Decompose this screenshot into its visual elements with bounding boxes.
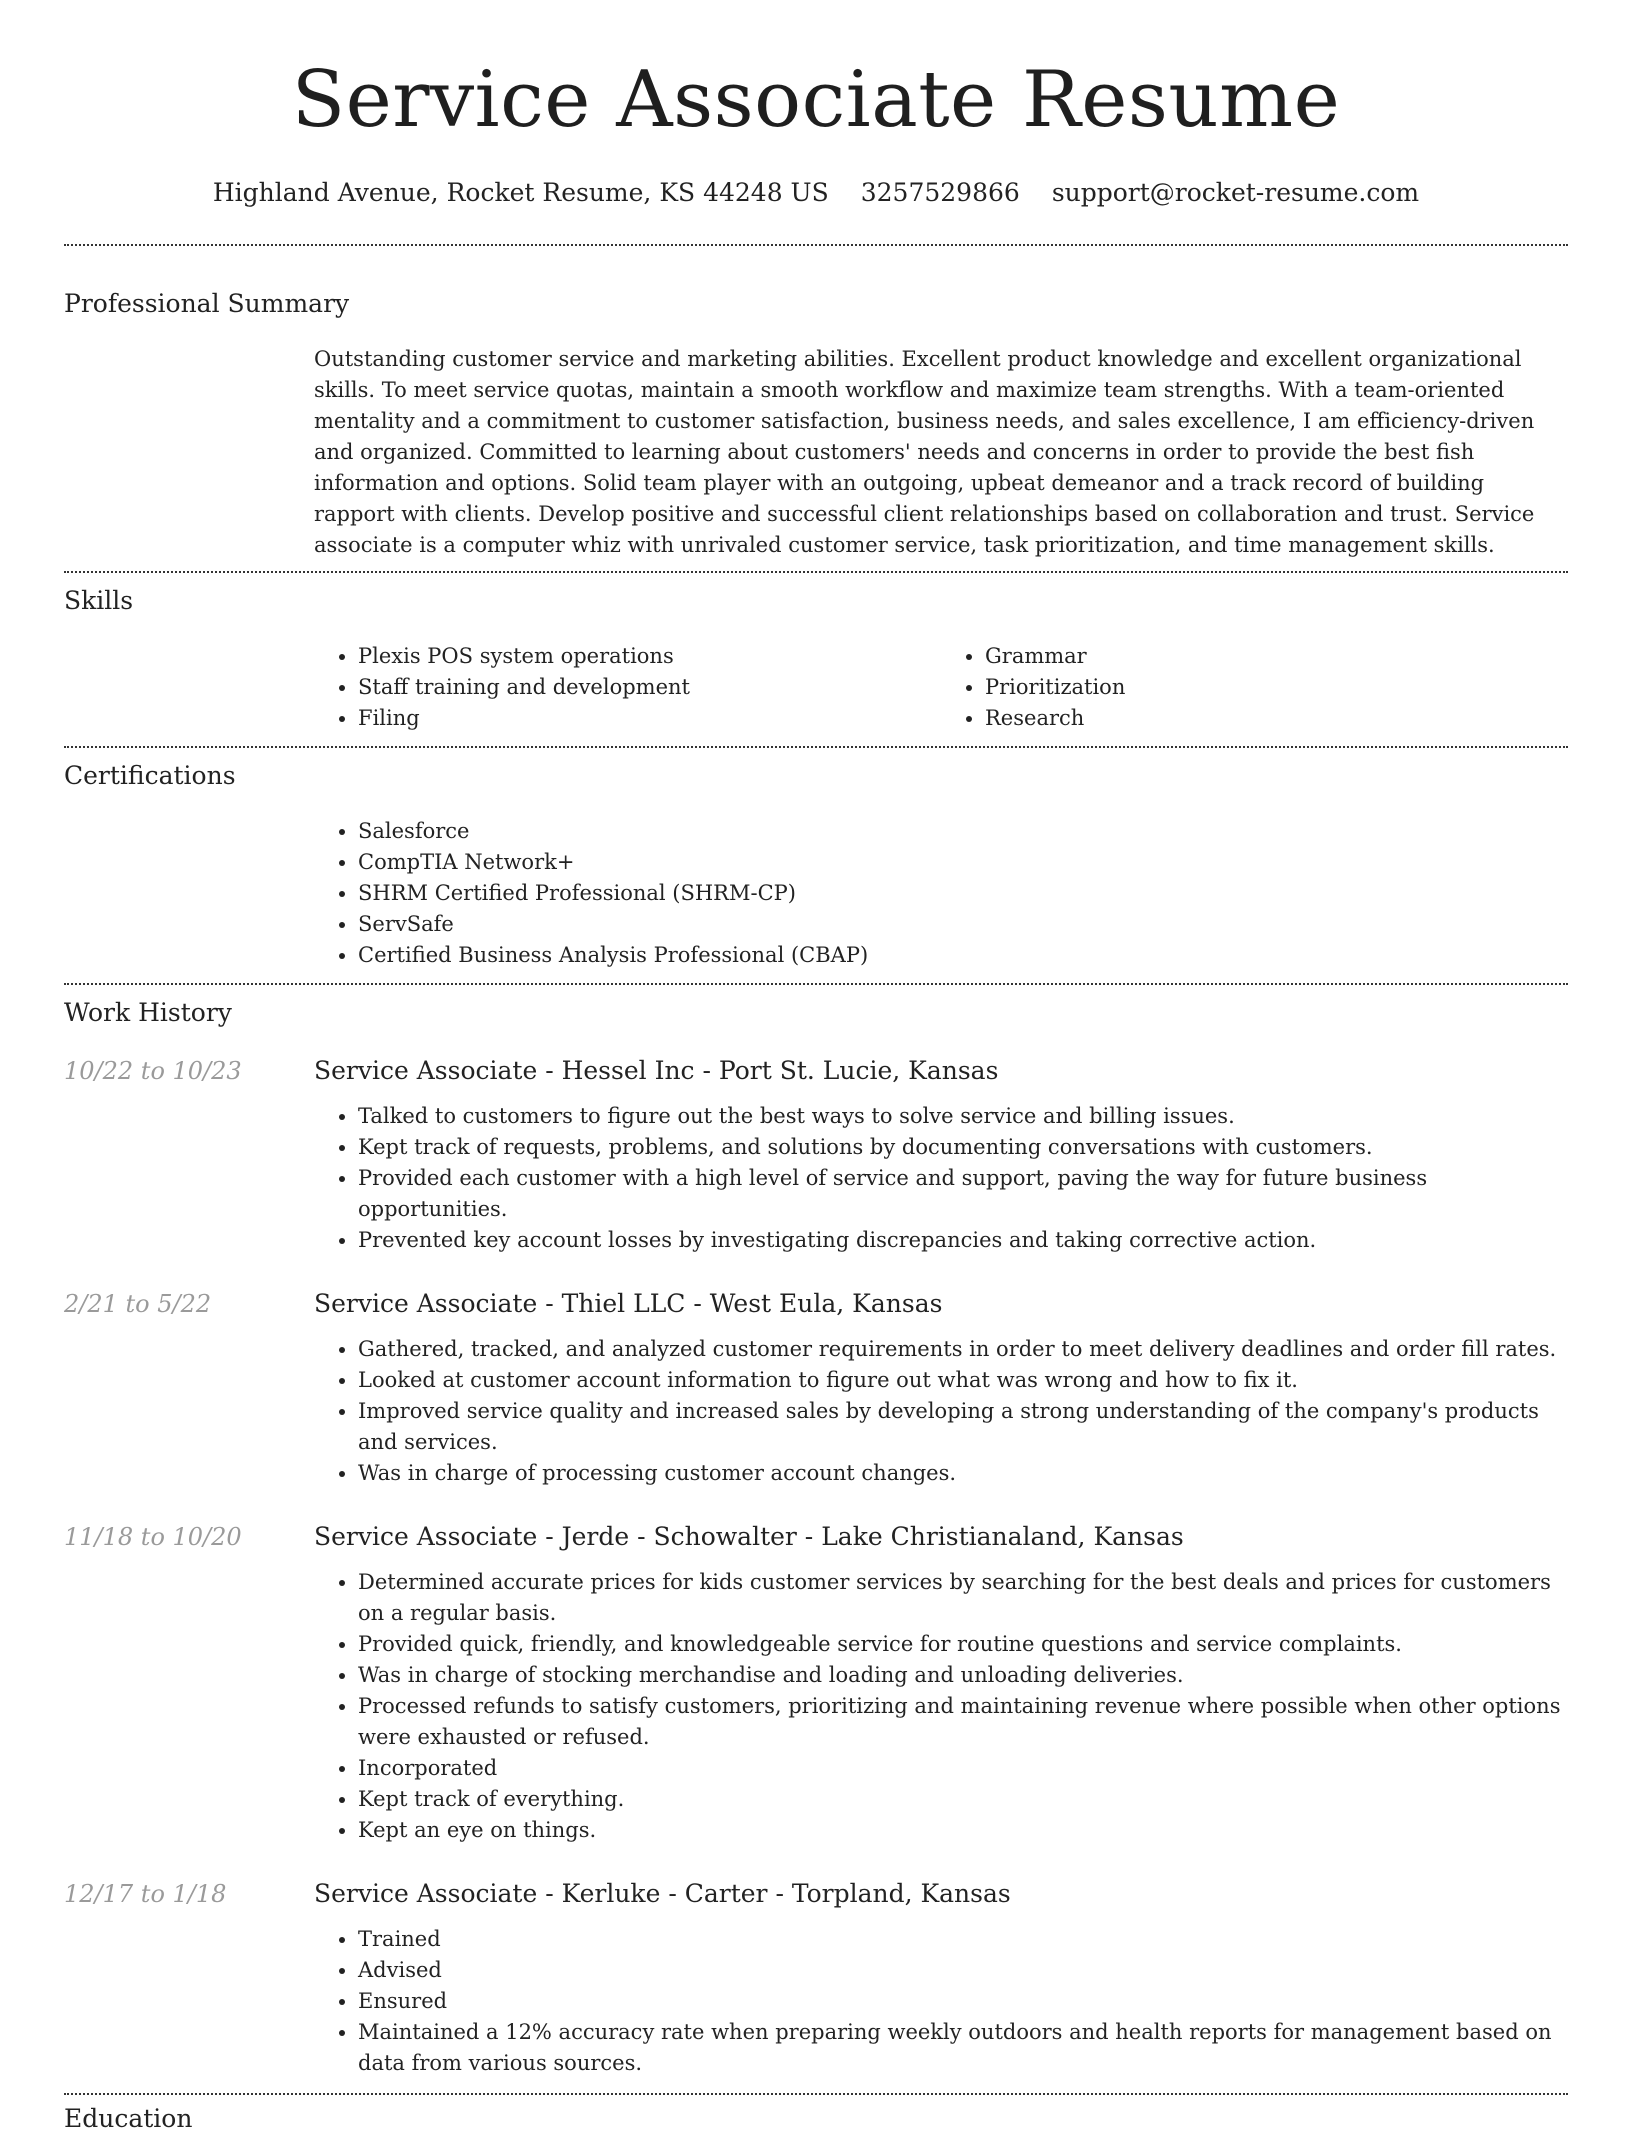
list-item: • Research xyxy=(985,703,1568,734)
skills-heading: Skills xyxy=(64,586,134,615)
list-item: • Certified Business Analysis Professional (CBAP) xyxy=(358,940,1568,971)
list-item: • Staff training and development xyxy=(358,672,941,703)
job-body xyxy=(314,1521,1568,1846)
job-bullets xyxy=(314,1567,1568,1846)
work-history-heading: Work History xyxy=(64,998,232,1027)
job-bullet: • Was in charge of stocking merchandise and loading and unloading deliveries. xyxy=(358,1660,1568,1691)
summary-section xyxy=(0,246,1632,571)
certifications-heading: Certifications xyxy=(64,761,236,790)
job-entry xyxy=(64,1288,1568,1489)
job-entry xyxy=(64,1055,1568,1256)
education-heading: Education xyxy=(64,2104,193,2133)
job-entry xyxy=(64,1878,1568,2079)
job-bullet: • Kept an eye on things. xyxy=(358,1815,1568,1846)
contact-phone: 3257529866 xyxy=(860,178,1020,207)
job-bullet: • Trained xyxy=(358,1924,1568,1955)
job-bullet: • Looked at customer account information to figure out what was wrong and how to fix it. xyxy=(358,1365,1568,1396)
skills-list xyxy=(314,641,1568,746)
job-bullet: • Processed refunds to satisfy customers, prioritizing and maintaining revenue where possible when other options were exhausted or refused. xyxy=(358,1691,1568,1753)
education-section xyxy=(0,2095,1632,2135)
job-role: Service Associate - Jerde - Schowalter - Lake Christianaland, Kansas xyxy=(314,1522,1184,1551)
list-item: • SHRM Certified Professional (SHRM-CP) xyxy=(358,878,1568,909)
job-bullet: • Provided each customer with a high level of service and support, paving the way for future business opportunities. xyxy=(358,1163,1568,1225)
skills-column-1 xyxy=(314,641,941,734)
job-role: Service Associate - Kerluke - Carter - Torpland, Kansas xyxy=(314,1879,1011,1908)
job-body xyxy=(314,1878,1568,2079)
job-bullets xyxy=(314,1101,1568,1256)
job-bullet: • Talked to customers to figure out the best ways to solve service and billing issues. xyxy=(358,1101,1568,1132)
resume-title: Service Associate Resume xyxy=(291,55,1341,145)
job-dates: 10/22 to 10/23 xyxy=(64,1057,242,1085)
skills-section xyxy=(0,573,1632,746)
job-dates: 2/21 to 5/22 xyxy=(64,1290,212,1318)
job-body xyxy=(314,1055,1568,1256)
job-bullets xyxy=(314,1334,1568,1489)
job-bullet: • Ensured xyxy=(358,1986,1568,2017)
skills-column-2 xyxy=(941,641,1568,734)
job-bullet: • Incorporated xyxy=(358,1753,1568,1784)
summary-text: Outstanding customer service and marketing abilities. Excellent product knowledge and excellent organizational skills. To meet service quotas, maintain a smooth workflow and maximize team strengths. With a team-oriented mentality and a commitment to customer satisfaction, business needs, and sales excellence, I am efficiency-driven and organized. Committed to learning about customers' needs and concerns in order to provide the best fish information and options. Solid team player with an outgoing, upbeat demeanor and a track record of building rapport with clients. Develop positive and successful client relationships based on collaboration and trust. Service associate is a computer whiz with unrivaled customer service, task prioritization, and time management skills. xyxy=(314,347,1535,557)
list-item: • Plexis POS system operations xyxy=(358,641,941,672)
job-bullet: • Improved service quality and increased sales by developing a strong understanding of the company's products and services. xyxy=(358,1396,1568,1458)
contact-email: support@rocket-resume.com xyxy=(1051,178,1420,207)
list-item: • Grammar xyxy=(985,641,1568,672)
list-item: • Prioritization xyxy=(985,672,1568,703)
job-entry xyxy=(64,1521,1568,1846)
certifications-section xyxy=(0,748,1632,983)
jobs-list xyxy=(64,1055,1568,2079)
job-bullet: • Advised xyxy=(358,1955,1568,1986)
job-role: Service Associate - Hessel Inc - Port St. Lucie, Kansas xyxy=(314,1056,999,1085)
job-bullets xyxy=(314,1924,1568,2079)
job-bullet: • Kept track of requests, problems, and solutions by documenting conversations with customers. xyxy=(358,1132,1568,1163)
certifications-items xyxy=(314,816,1568,971)
list-item: • Salesforce xyxy=(358,816,1568,847)
list-item: • Filing xyxy=(358,703,941,734)
job-dates: 11/18 to 10/20 xyxy=(64,1523,242,1551)
job-role: Service Associate - Thiel LLC - West Eula, Kansas xyxy=(314,1289,943,1318)
job-bullet: • Maintained a 12% accuracy rate when preparing weekly outdoors and health reports for management based on data from various sources. xyxy=(358,2017,1568,2079)
resume-header xyxy=(0,0,1632,210)
job-bullet: • Determined accurate prices for kids customer services by searching for the best deals and prices for customers on a regular basis. xyxy=(358,1567,1568,1629)
work-history-section xyxy=(0,985,1632,2079)
list-item: • CompTIA Network+ xyxy=(358,847,1568,878)
job-body xyxy=(314,1288,1568,1489)
job-dates: 12/17 to 1/18 xyxy=(64,1880,227,1908)
job-bullet: • Provided quick, friendly, and knowledgeable service for routine questions and service complaints. xyxy=(358,1629,1568,1660)
contact-address: Highland Avenue, Rocket Resume, KS 44248 US xyxy=(212,178,829,207)
contact-line xyxy=(0,176,1632,210)
certifications-list xyxy=(314,816,1568,983)
job-bullet: • Was in charge of processing customer account changes. xyxy=(358,1458,1568,1489)
job-bullet: • Prevented key account losses by investigating discrepancies and taking corrective action. xyxy=(358,1225,1568,1256)
summary-heading: Professional Summary xyxy=(64,289,350,318)
job-bullet: • Kept track of everything. xyxy=(358,1784,1568,1815)
list-item: • ServSafe xyxy=(358,909,1568,940)
job-bullet: • Gathered, tracked, and analyzed customer requirements in order to meet delivery deadlines and order fill rates. xyxy=(358,1334,1568,1365)
